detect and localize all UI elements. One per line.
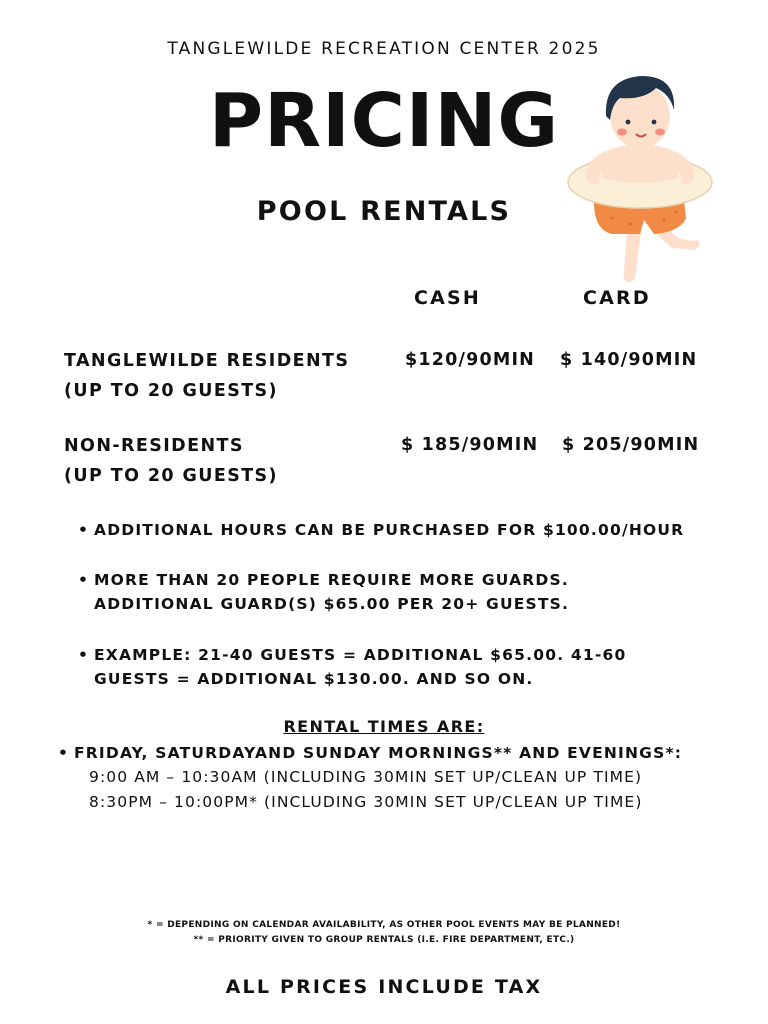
column-header-cash: CASH — [414, 287, 482, 309]
bullet-line: GUESTS = ADDITIONAL $130.00. AND SO ON. — [94, 670, 534, 688]
row-sublabel: (UP TO 20 GUESTS) — [64, 381, 278, 401]
row-label: TANGLEWILDE RESIDENTS — [64, 351, 350, 371]
column-header-card: CARD — [583, 287, 651, 309]
bullet-example — [78, 643, 627, 691]
evening-time: 8:30PM – 10:00PM* (INCLUDING 30MIN SET UP/CLEAN UP TIME) — [89, 793, 643, 811]
bullet-line: ADDITIONAL GUARD(S) $65.00 PER 20+ GUESTS. — [94, 595, 570, 613]
tax-note: ALL PRICES INCLUDE TAX — [225, 976, 543, 998]
bullet-line: MORE THAN 20 PEOPLE REQUIRE MORE GUARDS. — [94, 571, 569, 589]
child-with-swim-ring-illustration — [560, 70, 720, 290]
cash-price: $ 185/90MIN — [401, 435, 539, 455]
rental-times-heading: RENTAL TIMES ARE: — [283, 717, 485, 736]
card-price: $ 140/90MIN — [560, 350, 698, 370]
pricing-row-non-residents — [64, 431, 724, 493]
bullet-dot: • — [78, 571, 90, 589]
section-title: POOL RENTALS — [256, 196, 512, 227]
bullet-additional-hours — [78, 518, 685, 542]
rental-days: • FRIDAY, SATURDAYAND SUNDAY MORNINGS** AND EVENINGS*: — [74, 741, 682, 765]
card-price: $ 205/90MIN — [562, 435, 700, 455]
bullet-dot: • — [78, 646, 90, 664]
bullet-line: ADDITIONAL HOURS CAN BE PURCHASED FOR $100.00/HOUR — [94, 521, 685, 539]
footnote-priority: ** = PRIORITY GIVEN TO GROUP RENTALS (I.E. FIRE DEPARTMENT, ETC.) — [193, 935, 575, 945]
subtitle: TANGLEWILDE RECREATION CENTER 2025 — [167, 39, 601, 59]
bullet-dot: • — [78, 521, 90, 539]
pricing-row-residents — [64, 346, 724, 408]
torso — [602, 144, 678, 183]
page-title: PRICING — [208, 78, 560, 164]
row-label: NON-RESIDENTS — [64, 436, 244, 456]
row-sublabel: (UP TO 20 GUESTS) — [64, 466, 278, 486]
footnote-availability: * = DEPENDING ON CALENDAR AVAILABILITY, AS OTHER POOL EVENTS MAY BE PLANNED! — [147, 920, 621, 930]
bullet-line: EXAMPLE: 21-40 GUESTS = ADDITIONAL $65.00. 41-60 — [94, 646, 627, 664]
morning-time: 9:00 AM – 10:30AM (INCLUDING 30MIN SET UP/CLEAN UP TIME) — [89, 768, 643, 786]
cash-price: $120/90MIN — [405, 350, 536, 370]
bullet-dot: • — [58, 744, 70, 762]
bullet-guards — [78, 568, 570, 616]
